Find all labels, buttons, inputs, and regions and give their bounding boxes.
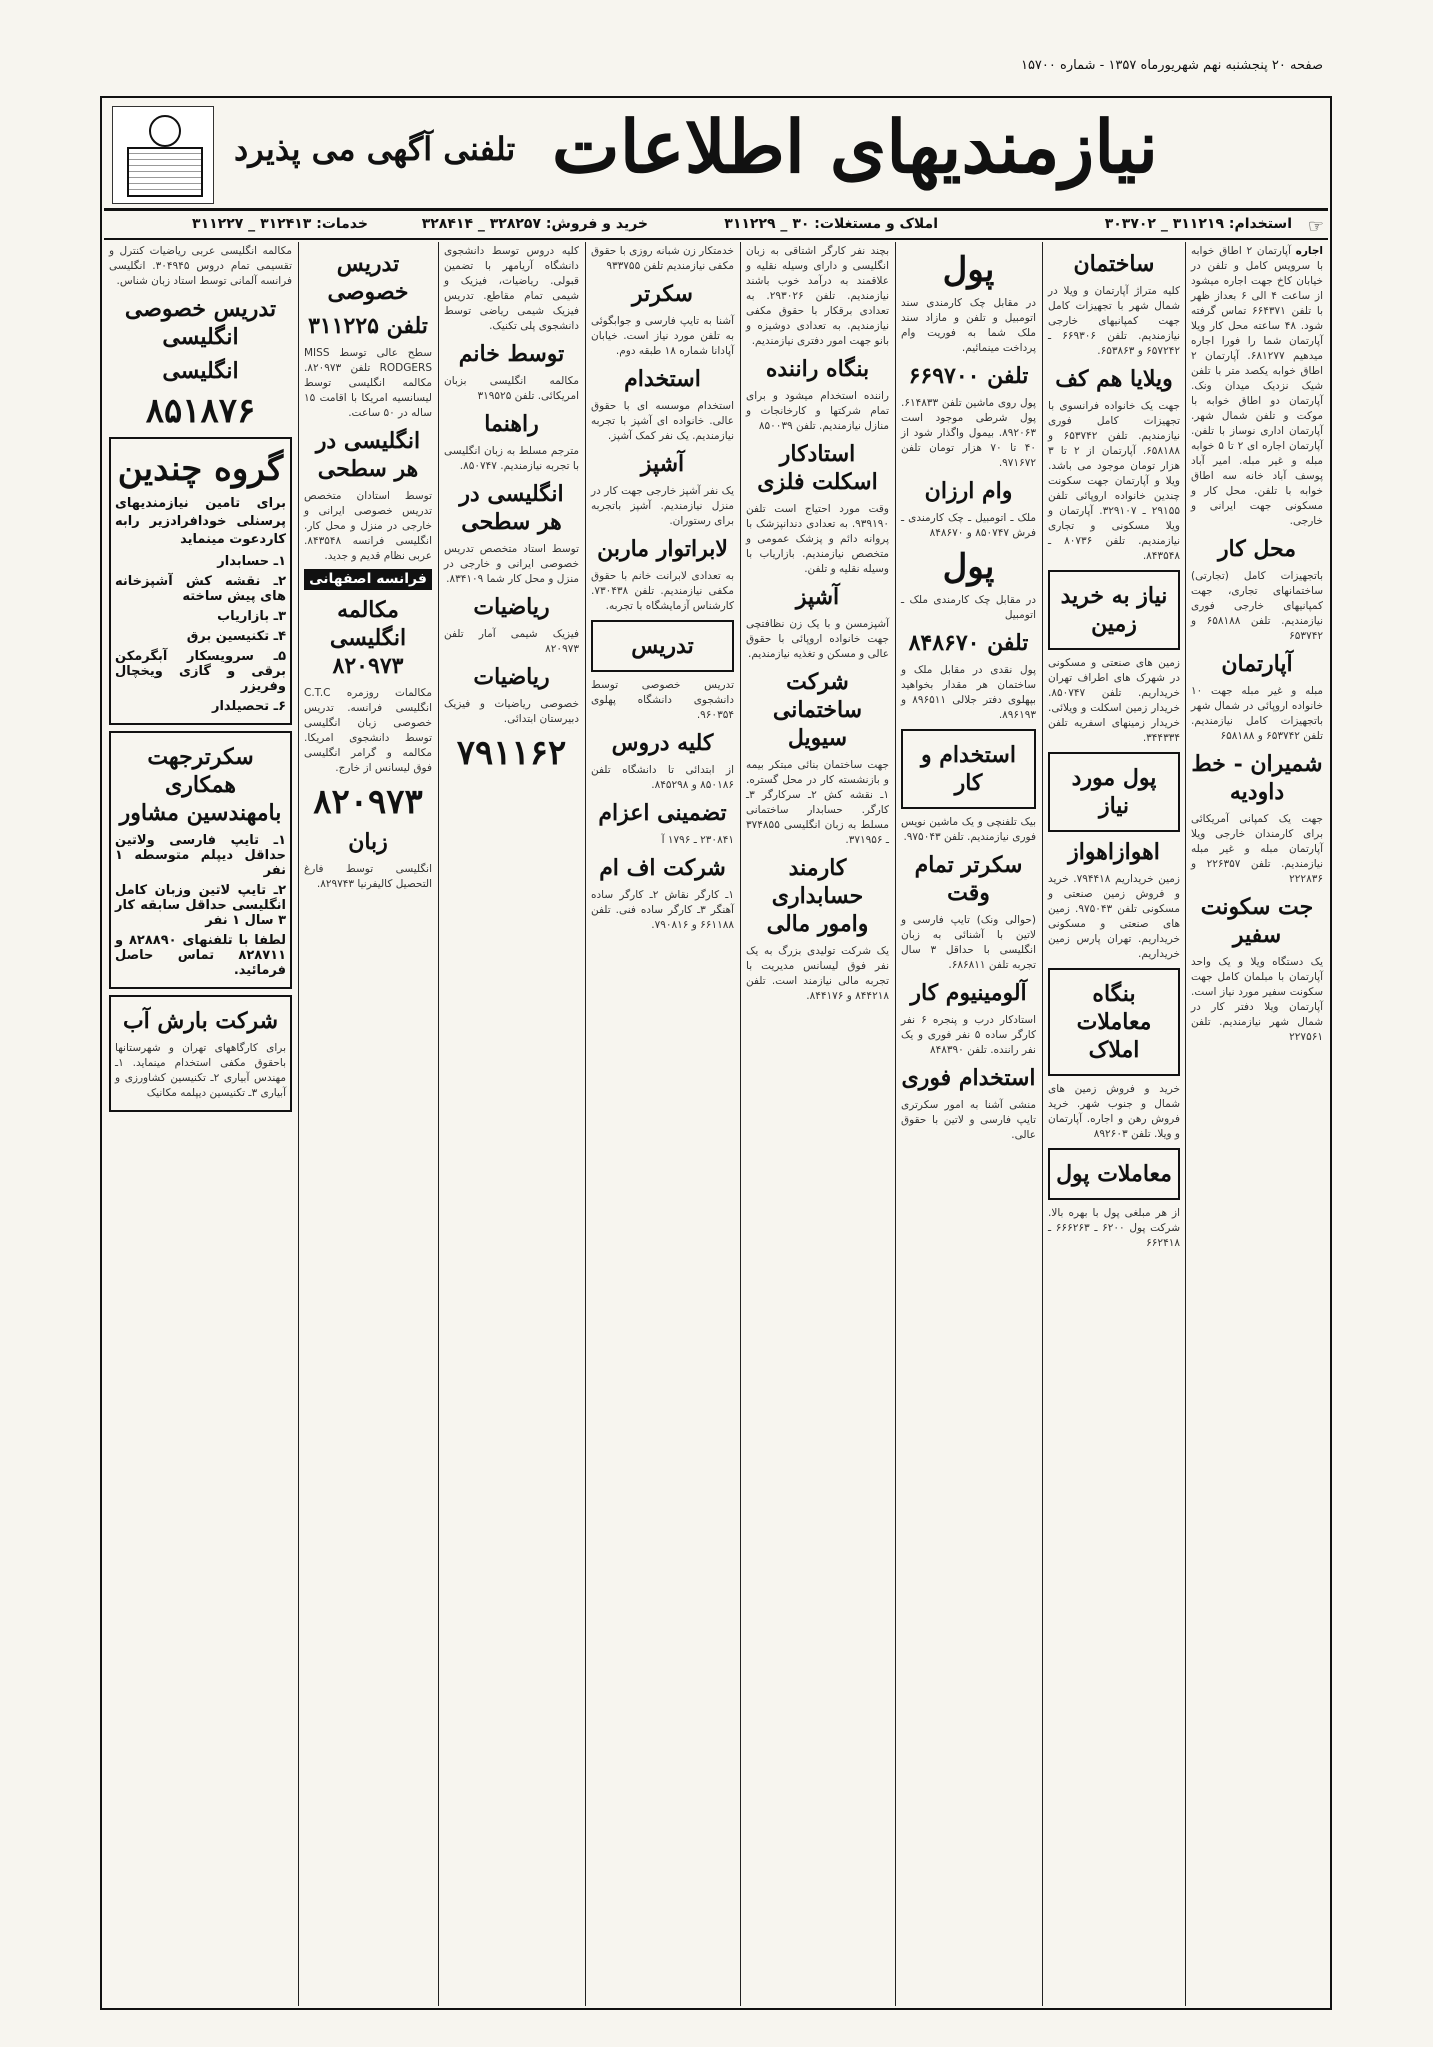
ad-headline: کلیه دروس — [611, 730, 714, 756]
ad-headline: ریاضیات — [473, 664, 550, 690]
ad-headline: توسط خانم — [458, 341, 565, 367]
secretary-ad-item: ۱ـ تایپ فارسی ولاتین حداقل دیپلم متوسطه ۱ نفر — [115, 833, 286, 878]
group-ad-body: برای تامین نیازمندیهای پرسنلی خودافرادزیر رابه کاردعوت مینماید — [115, 496, 286, 547]
ad-headline: اهوازاهواز — [1068, 839, 1160, 865]
masthead-subtitle: تلفنی آگهی می پذیرد — [234, 130, 516, 168]
group-ad-box — [109, 437, 292, 725]
reader-head-icon — [149, 115, 181, 147]
classified-ad: آشنا به تایپ فارسی و جوابگوئی به تلفن مورد نیاز است. خیابان آپادانا شماره ۱۸ طبقه دوم. — [591, 315, 734, 357]
highlight-phone: تلفن ۸۴۸۶۷۰ — [908, 630, 1029, 656]
highlight-phone: تلفن ۶۶۹۷۰۰ — [908, 363, 1029, 389]
ad-headline: انگلیسی در هر سطحی — [315, 428, 421, 482]
group-ad-item: ۵ـ سرویسکار آبگرمکن برقی و گازی ویخچال وفریزر — [115, 649, 286, 694]
pointing-hand-icon: ☞ — [1307, 216, 1324, 237]
ad-headline: شرکت ساختمانی سیویل — [772, 669, 863, 751]
classified-ad: توسط استادان متخصص تدریس خصوصی ایرانی و خارجی در منزل و محل کار. انگلیسی فرانسه ۸۴۳۵۴۸. عربی نظام قدیم و جدید. — [304, 490, 432, 562]
ad-box — [109, 995, 292, 1112]
classified-ad: ۲۳۰۸۴۱ ـ ۱۷۹۶ آ — [661, 834, 734, 846]
group-ad-item: ۳ـ بازاریاب — [217, 609, 286, 624]
ad-headline: بنگاه راننده — [765, 356, 870, 382]
classified-ad: از هر مبلغی پول با بهره بالا. شرکت پول ۶۲۰۰ ـ ۶۶۶۲۶۳ ـ ۶۶۲۴۱۸ — [1048, 1207, 1180, 1249]
classified-ad: خرید و فروش زمین های شمال و جنوب شهر. خرید فروش رهن و اجاره. آپارتمان و ویلا. تلفن ۸۹۲۶۰۳ — [1048, 1083, 1180, 1140]
secretary-ad-item: ۲ـ تایپ لاتین وزبان کامل انگلیسی حداقل سابقه کار ۳ سال ۱ نفر — [115, 883, 286, 928]
secretary-ad-contact: لطفا با تلفنهای ۸۲۸۸۹۰ و ۸۲۸۷۱۱ تماس حاصل فرمائید. — [115, 933, 286, 978]
ad-headline: محل کار — [1217, 536, 1297, 562]
classified-ad: توسط استاد متخصص تدریس خصوصی ایرانی و خارجی در منزل و محل کار شما ۸۳۴۱۰۹. — [444, 543, 579, 585]
ad-headline: شرکت اف ام — [599, 855, 726, 881]
classified-ad: خدمتکار زن شبانه روزی با حقوق مکفی نیازمندیم تلفن ۹۳۳۷۵۵ — [591, 245, 734, 272]
ad-headline: ساختمان — [1073, 251, 1155, 277]
ad-heading: اجاره — [1295, 245, 1323, 257]
classified-ad: اجاره آپارتمان ۲ اطاق خوابه با سرویس کامل و تلفن در خیابان کاخ جهت اجاره میشود از ساعت ۴ الی ۶ بعداز ظهر با تلفن ۶۶۴۳۷۱ تماس گرفته شود. ۴۸ ساعته محل کار ویلا آپارتمان شما را فورا اجاره میدهیم ۶۸۱۲۷۷. آپارتمان ۲ اطاق خوابه یکصد متر با تلفن شیک نزدیک میدان ونک. آپارتمان دو اطاق خوابه با موکت و تلفن شمال شهر. آپارتمان اداری نوساز با تلفن. آپارتمان اجاره ای ۲ تا ۵ خوابه مبله و غیر مبله. امیر آباد پوسف آباد خانه سه اطاق خوابه با تلفن. محل کار و مسکونی جهت ایرانی و خارجی. — [1191, 245, 1324, 527]
classified-ad: منشی آشنا به امور سکرتری تایپ فارسی و لاتین با حقوق عالی. — [901, 1099, 1036, 1141]
classified-ad: (حوالی ونک) تایپ فارسی و لاتین با آشنائی به زبان انگلیسی با حداقل ۳ سال تجربه تلفن ۶۸۶۸۱۱. — [901, 914, 1036, 971]
group-ad-item: ۱ـ حسابدار — [217, 554, 286, 569]
ad-box — [1048, 570, 1180, 650]
ad-headline: استخدام و کار — [921, 742, 1016, 796]
ad-headline: وام ارزان — [924, 478, 1013, 504]
classified-ad: وقت مورد احتیاج است تلفن ۹۳۹۱۹۰. به تعدادی دندانپزشک با پروانه دائم و پزشک عمومی و متخصص نیازمندیم. بازاریاب با وسیله نقلیه و تلفن. — [746, 503, 889, 575]
ad-headline: نیاز به خرید زمین — [1060, 583, 1168, 637]
classified-ad: ۱ـ کارگر نقاش ۲ـ کارگر ساده آهنگر ۳ـ کارگر ساده فنی. تلفن ۶۶۱۱۸۸ و ۷۹۰۸۱۶. — [591, 889, 734, 931]
phone-employment: استخدام: ۳۱۱۲۱۹ _ ۳۰۳۷۰۲ — [1104, 216, 1292, 232]
classified-ad: پول نقدی در مقابل ملک و ساختمان هر مقدار بخواهید بپهلوی دفتر جلالی ۸۹۶۵۱۱ و ۸۹۶۱۹۳. — [901, 664, 1036, 721]
classified-ad: مبله و غیر مبله جهت ۱۰ خانواده اروپائی در شمال شهر باتجهیزات کامل نیازمندیم. تلفن ۶۵۳۷۴۲ و ۶۵۸۱۸۸ — [1191, 685, 1323, 742]
classified-ad: کلیه متراژ آپارتمان و ویلا در شمال شهر با تجهیزات کامل جهت کمپانیهای خارجی نیازمندیم. تلفن ۶۶۹۳۰۶ ـ ۶۵۷۲۴۲ و ۶۵۳۸۶۳. — [1048, 285, 1180, 357]
ad-headline: استخدام — [624, 366, 701, 392]
classified-ad: آشپزمسن و با یک زن نظافتچی جهت خانواده اروپائی با حقوق عالی و مسکن و تغذیه نیازمندیم. — [746, 618, 889, 660]
ad-headline-inverted: فرانسه اصفهانی — [304, 569, 432, 590]
classified-ad: در مقابل چک کارمندی سند اتومبیل و تلفن و مازاد سند ملک شما به فوریت وام پرداخت مینمائیم. — [901, 297, 1036, 354]
classifieds-column-7 — [299, 242, 437, 2006]
group-ad-item: ۶ـ تحصیلدار — [211, 699, 286, 714]
classified-ad: زمین خریداریم ۷۹۴۴۱۸. خرید و فروش زمین صنعتی و مسکونی تلفن ۹۷۵۰۴۳. زمین های صنعتی و مسکونی خریداریم. تهران پارس زمین خریداریم. — [1048, 873, 1180, 960]
ad-headline: کارمند حسابداری وامور مالی — [766, 855, 869, 937]
group-ad-item: ۲ـ نقشه کش آشپزخانه های پیش ساخته — [115, 574, 286, 604]
masthead-title: نیازمندیهای اطلاعات — [551, 104, 1158, 189]
ad-headline: شرکت بارش آب — [122, 1008, 279, 1034]
classified-ad: یک نفر آشپز خارجی جهت کار در منزل نیازمندیم. آشپز باتجربه برای رستوران. — [591, 485, 734, 527]
classified-ad: خصوصی ریاضیات و فیزیک دبیرستان ابتدائی. — [444, 698, 579, 725]
classified-ad: بیک تلفنچی و یک ماشین نویس فوری نیازمندیم. تلفن ۹۷۵۰۴۳. — [901, 816, 1036, 843]
group-ad-item: ۴ـ تکنیسین برق — [186, 629, 286, 644]
highlight-phone: ۸۲۰۹۷۳ — [313, 782, 423, 822]
classified-ad: به تعدادی لابرانت خانم با حقوق مکفی نیازمندیم. تلفن ۷۳۰۴۳۸. کارشناس آزمایشگاه با تجربه. — [591, 570, 734, 612]
classified-ad: از ابتدائی تا دانشگاه تلفن ۸۵۰۱۸۶ و ۸۴۵۲۹۸. — [591, 764, 734, 791]
secretary-ad-title: سکرترجهت همکاری بامهندسین مشاور — [119, 744, 282, 826]
phone-sales: خرید و فروش: ۳۲۸۲۵۷ _ ۳۲۸۴۱۴ — [421, 216, 648, 232]
classified-ad: مکالمه انگلیسی عربی ریاضیات کنترل و تقسیمی تمام دروس ۳۰۴۹۴۵. انگلیسی فرانسه آلمانی توسط استاد زبان شناس. — [109, 245, 293, 287]
ad-headline: پول — [942, 547, 995, 587]
newspaper-icon — [127, 147, 203, 197]
department-phones — [104, 212, 1328, 240]
classified-ad: استخدام موسسه ای با حقوق عالی. خانواده ای آشپز با تجربه نیازمندیم. یک نفر کمک آشپز. — [591, 400, 734, 442]
ad-headline: آلومینیوم کار — [910, 980, 1027, 1006]
ad-box — [901, 729, 1036, 809]
ad-box — [1048, 968, 1180, 1076]
ad-headline: تضمینی اعزام — [598, 800, 727, 826]
ad-headline: سکرتر تمام وقت — [914, 852, 1023, 906]
classified-ad: باتجهیزات کامل (تجارتی) ساختمانهای تجاری، جهت کمپانیهای خارجی فوری نیازمندیم. تلفن ۶۵۸۱۸۸ و ۶۵۳۷۴۲ — [1191, 570, 1323, 642]
ad-headline: معاملات پول — [1056, 1161, 1172, 1187]
classified-ad: کلیه دروس توسط دانشجوی دانشگاه آریامهر با تضمین قبولی. ریاضیات، فیزیک و شیمی تمام مقاطع. تدریس فیزیک شیمی ریاضی توسط دانشجوی پلی تکنیک. — [444, 245, 579, 332]
phone-services: خدمات: ۳۱۲۴۱۳ _ ۳۱۱۲۲۷ — [192, 216, 368, 232]
classified-ad: ملک ـ اتومبیل ـ چک کارمندی ـ فرش ۸۵۰۷۴۷ و ۸۴۸۶۷۰ — [901, 512, 1036, 539]
classified-ad: تدریس خصوصی توسط دانشجوی دانشگاه پهلوی ۹۶۰۳۵۴. — [591, 679, 734, 721]
classified-ad: بچند نفر کارگر اشتاقی به زبان انگلیسی و دارای وسیله نقلیه و علاقمند به درآمد خوب باشند نیازمندیم. تلفن ۲۹۳۰۲۶. به تعدادی برقکار با حقوق مکفی نیازمندیم. به تعدادی دوشیزه و بانو جهت امور دفتری نیازمندیم. — [746, 245, 889, 347]
classified-ad: استادکار درب و پنجره ۶ نفر کارگر ساده ۵ نفر فوری و یک نفر راننده. تلفن ۸۴۸۳۹۰ — [901, 1014, 1036, 1056]
ad-headline: انگلیسی در هر سطحی — [459, 481, 564, 535]
classified-ad: راننده استخدام میشود و برای تمام شرکتها و کارخانجات و منازل نیازمندیم. تلفن ۸۵۰۰۳۹ — [746, 390, 889, 432]
ad-box — [1048, 752, 1180, 832]
ad-headline: ریاضیات — [473, 594, 550, 620]
ad-headline: استخدام فوری — [901, 1065, 1036, 1091]
classifieds-column-6 — [439, 242, 584, 2006]
classifieds-column-1 — [1186, 242, 1328, 2006]
classified-ad: انگلیسی توسط فارغ التحصیل کالیفرنیا ۸۲۹۷۴۳. — [304, 863, 432, 890]
ad-headline: جت سکونت سفیر — [1200, 894, 1314, 948]
classified-ad: سطح عالی توسط MISS RODGERS تلفن ۸۲۰۹۷۳. مکالمه انگلیسی توسط لیسانسیه امریکا با اقامت ۱۵ ساله در ۵۰ ساعت. — [304, 347, 432, 419]
classified-ad: مترجم مسلط به زبان انگلیسی با تجربه نیازمندیم. ۸۵۰۷۴۷. — [444, 445, 579, 472]
ad-headline: تدریس — [631, 633, 694, 659]
classified-ad: پول روی ماشین تلفن ۶۱۴۸۳۳. پول شرطی موجود است ۸۹۲۰۶۳. بیمول واگذار شود از ۴۰ تا ۷۰ هزار تومان تلفن ۹۷۱۶۷۲. — [901, 397, 1037, 469]
classified-ad: جهت یک کمپانی آمریکائی برای کارمندان خارجی ویلا آپارتمان مبله و غیر مبله نیازمندیم. تلفن ۲۲۶۳۵۷ و ۲۲۲۸۳۶ — [1191, 813, 1323, 885]
classified-ad: در مقابل چک کارمندی ملک ـ اتومبیل — [901, 594, 1036, 621]
ad-headline: تدریس خصوصی — [327, 251, 409, 305]
classified-ad: مکالمه انگلیسی بزبان امریکائی. تلفن ۳۱۹۵۲۵ — [444, 375, 579, 402]
masthead — [104, 100, 1328, 211]
classified-ad: جهت ساختمان بنائی مبتکر بیمه و بازنشسته کار در محل گستره. ۱ـ نقشه کش ۲ـ سرکارگر ۳ـ کارگر. حسابدار ساختمانی مسلط به زبان انگلیسی ۳۷۴۸۵۵ ـ ۳۷۱۹۵۶. — [746, 759, 889, 846]
ad-box — [591, 620, 734, 672]
classified-ad: برای کارگاههای تهران و شهرستانها باحقوق مکفی استخدام مینماید. ۱ـ مهندس آبیاری ۲ـ تکنیسین کشاورزی و آبیاری ۳ـ تکنیسین دیپلمه مکانیک — [115, 1042, 286, 1099]
ad-headline: ویلایا هم کف — [1055, 366, 1173, 392]
secretary-ad-box — [109, 731, 292, 989]
ad-headline: استادکار اسکلت فلزی — [757, 441, 878, 495]
classified-ad: یک دستگاه ویلا و یک واحد آپارتمان با مبلمان کامل جهت سکونت سفیر مورد نیاز است. آپارتمان ویلا دفتر کار در شمال شهر نیازمندیم. تلفن ۲۲۷۵۶۱ — [1191, 956, 1323, 1043]
phone-property: املاک و مستغلات: ۳۰ _ ۳۱۱۲۲۹ — [724, 216, 938, 232]
ad-headline: آپارتمان — [1221, 651, 1293, 677]
ad-headline: بنگاه معاملات املاک — [1076, 981, 1152, 1063]
classifieds-column-3 — [896, 242, 1041, 2006]
highlight-phone: ۷۹۱۱۶۲ — [456, 733, 567, 773]
ad-headline: راهنما — [484, 411, 539, 437]
ad-headline: پول — [942, 250, 995, 290]
ad-headline: لابراتوار ماربن — [597, 536, 728, 562]
page-folio: صفحه ۲۰ پنجشنبه نهم شهریورماه ۱۳۵۷ - شماره ۱۵۷۰۰ — [1020, 58, 1323, 73]
ad-headline: انگلیسی — [162, 358, 239, 384]
classifieds-column-8 — [104, 242, 297, 2006]
classifieds-column-5 — [586, 242, 739, 2006]
ad-headline: آشپز — [640, 451, 685, 477]
ad-headline: پول مورد نیاز — [1071, 765, 1157, 819]
classifieds-column-4 — [741, 242, 894, 2006]
highlight-phone: ۸۵۱۸۷۶ — [145, 391, 256, 431]
ad-headline: مکالمه انگلیسی ۸۲۰۹۷۳ — [329, 597, 407, 679]
classified-ad: مکالمات روزمره C.T.C انگلیسی فرانسه. تدریس خصوصی زبان انگلیسی توسط دانشجوی امریکا. مکالمه و گرامر انگلیسی فوق لیسانس از خارج. — [304, 687, 432, 774]
ad-headline: تدریس خصوصی انگلیسی — [124, 296, 277, 350]
classified-ad: فیزیک شیمی آمار تلفن ۸۲۰۹۷۳ — [444, 628, 579, 655]
ad-headline: زبان — [348, 829, 388, 855]
newspaper-reader-illustration — [112, 106, 214, 204]
ad-headline: شمیران - خط داودیه — [1191, 751, 1323, 805]
classified-ad: جهت یک خانواده فرانسوی با تجهیزات کامل فوری نیازمندیم. تلفن ۶۵۳۷۴۲ و ۶۵۸۱۸۸. آپارتمان از ۲ تا ۳ هزار تومان موجود می باشد. ویلا و آپارتمان جهت سکونت چندین خانواده اروپائی تلفن ۲۹۱۵۵ ـ ۳۲۹۱۰۷. آپارتمان و ویلا مسکونی و تجاری نیازمندیم. تلفن ۸۰۷۳۶ ـ ۸۴۳۵۴۸. — [1048, 400, 1181, 562]
classified-ad: یک شرکت تولیدی بزرگ به یک نفر فوق لیسانس مدیریت با تجربه مالی نیازمند است. تلفن ۸۴۴۲۱۸ و ۸۴۴۱۷۶. — [746, 945, 889, 1002]
ad-headline: سکرتر — [632, 281, 693, 307]
ad-headline: آشپز — [795, 584, 840, 610]
highlight-phone: تلفن ۳۱۱۲۲۵ — [308, 313, 428, 339]
classified-ad: زمین های صنعتی و مسکونی در شهرک های اطراف تهران خریداریم. تلفن ۸۵۰۷۴۷. خریدار زمین اسکلت و ویلائی. خریدار زمینهای اسفریه تلفن ۳۴۴۳۳۴. — [1048, 657, 1180, 744]
ad-box — [1048, 1148, 1180, 1200]
classifieds-column-2 — [1043, 242, 1185, 2006]
group-ad-title: گروه چندین — [117, 449, 284, 489]
